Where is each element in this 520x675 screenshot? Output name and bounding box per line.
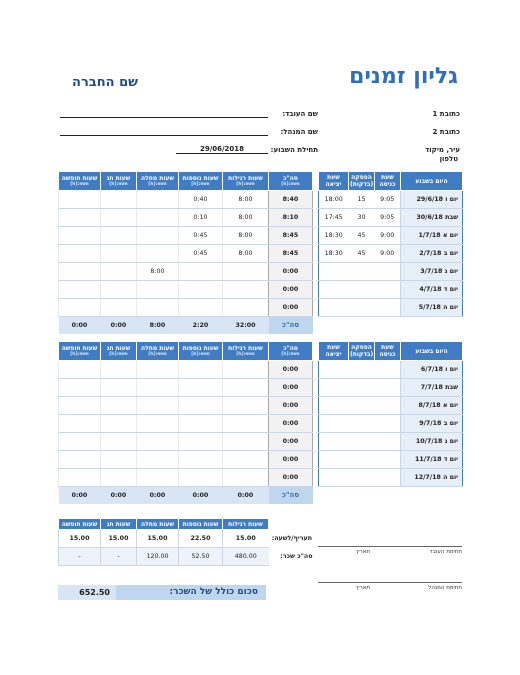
holiday-cell[interactable] <box>101 451 137 469</box>
period-label: תחילת השבוע: <box>270 146 318 154</box>
table-row <box>59 415 313 433</box>
in-cell[interactable] <box>375 281 401 299</box>
header-break: הפסקה (בדקות) <box>349 172 375 191</box>
sum-sick: 0:00 <box>137 487 179 504</box>
overtime-cell: 0:45 <box>179 245 223 263</box>
header-regular: שעות רגילות [h]:mm <box>223 172 269 191</box>
total-cell: 8:40 <box>269 191 313 209</box>
sick-cell[interactable] <box>137 245 179 263</box>
out-cell[interactable] <box>319 451 349 469</box>
period-field[interactable] <box>176 153 268 154</box>
regular-cell: 8:00 <box>223 245 269 263</box>
out-cell[interactable]: 17:45 <box>319 209 349 227</box>
break-cell[interactable] <box>349 397 375 415</box>
pay-regular: 480.00 <box>223 548 269 566</box>
sum-overtime: 0:00 <box>179 487 223 504</box>
in-cell[interactable] <box>375 263 401 281</box>
week1-days-table <box>318 171 463 317</box>
overtime-cell <box>179 361 223 379</box>
table-row <box>59 379 313 397</box>
header-day: היום בשבוע <box>401 172 463 191</box>
in-cell[interactable] <box>375 415 401 433</box>
in-cell[interactable]: 9:05 <box>375 191 401 209</box>
vacation-cell[interactable] <box>59 415 101 433</box>
in-cell[interactable]: 9:00 <box>375 227 401 245</box>
overtime-cell <box>179 415 223 433</box>
out-cell[interactable] <box>319 361 349 379</box>
table-row <box>319 263 463 281</box>
total-cell: 8:45 <box>269 245 313 263</box>
header-total: סה"כ [h]:mm <box>269 342 313 361</box>
regular-cell <box>223 415 269 433</box>
overtime-cell <box>179 299 223 317</box>
break-cell[interactable]: 30 <box>349 209 375 227</box>
total-cell: 0:00 <box>269 451 313 469</box>
pay-summary-table <box>58 518 315 566</box>
table-row <box>319 281 463 299</box>
break-cell[interactable] <box>349 469 375 487</box>
table-row <box>59 227 313 245</box>
regular-cell: 8:00 <box>223 209 269 227</box>
rate-sick[interactable]: 15.00 <box>137 530 179 548</box>
sick-cell[interactable] <box>137 299 179 317</box>
overtime-cell <box>179 433 223 451</box>
day-cell: יום א 8/7/18 <box>401 397 463 415</box>
break-cell[interactable] <box>349 379 375 397</box>
header-holiday: שעות חג <box>101 519 137 530</box>
table-row <box>59 433 313 451</box>
manager-date-label: תאריך <box>355 585 370 591</box>
header-holiday: שעות חג [h]:mm <box>101 342 137 361</box>
manager-label: שם המנהל: <box>280 128 318 136</box>
sick-cell[interactable] <box>137 397 179 415</box>
holiday-cell[interactable] <box>101 209 137 227</box>
pay-holiday: - <box>101 548 137 566</box>
manager-signature-line[interactable] <box>318 582 462 583</box>
table-row <box>59 451 313 469</box>
table-row <box>59 299 313 317</box>
overtime-cell <box>179 397 223 415</box>
header-in: שעת כניסה <box>375 342 401 361</box>
employee-label: שם העובד: <box>282 110 318 118</box>
regular-cell <box>223 397 269 415</box>
table-row <box>59 397 313 415</box>
page-title: גליון זמנים <box>349 64 458 89</box>
vacation-cell[interactable] <box>59 209 101 227</box>
vacation-cell[interactable] <box>59 469 101 487</box>
in-cell[interactable]: 9:00 <box>375 245 401 263</box>
day-cell: יום ג 3/7/18 <box>401 263 463 281</box>
out-cell[interactable]: 18:00 <box>319 191 349 209</box>
out-cell[interactable] <box>319 397 349 415</box>
regular-cell <box>223 299 269 317</box>
pay-overtime: 52.50 <box>179 548 223 566</box>
employee-field[interactable] <box>60 117 268 118</box>
regular-cell <box>223 281 269 299</box>
table-row <box>319 299 463 317</box>
regular-cell <box>223 361 269 379</box>
company-name: שם החברה <box>72 75 138 90</box>
rate-regular[interactable]: 15.00 <box>223 530 269 548</box>
period-value[interactable]: 29/06/2018 <box>199 145 245 153</box>
city-zip: עיר, מיקוד <box>425 146 460 154</box>
sick-cell[interactable] <box>137 415 179 433</box>
total-cell: 0:00 <box>269 263 313 281</box>
overtime-cell <box>179 451 223 469</box>
header-overtime: שעות נוספות [h]:mm <box>179 172 223 191</box>
vacation-cell[interactable] <box>59 433 101 451</box>
in-cell[interactable] <box>375 379 401 397</box>
total-cell: 0:00 <box>269 379 313 397</box>
week2-days-table <box>318 341 463 487</box>
regular-cell <box>223 263 269 281</box>
total-cell: 0:00 <box>269 433 313 451</box>
pay-vacation: - <box>59 548 101 566</box>
overtime-cell <box>179 469 223 487</box>
table-row <box>59 281 313 299</box>
day-cell: יום ד 11/7/18 <box>401 451 463 469</box>
header-vacation: שעות חופשה [h]:mm <box>59 172 101 191</box>
vacation-cell[interactable] <box>59 245 101 263</box>
sum-overtime: 2:20 <box>179 317 223 334</box>
header-regular: שעות רגילות [h]:mm <box>223 342 269 361</box>
vacation-cell[interactable] <box>59 281 101 299</box>
in-cell[interactable] <box>375 469 401 487</box>
out-cell[interactable] <box>319 299 349 317</box>
break-cell[interactable] <box>349 281 375 299</box>
out-cell[interactable] <box>319 379 349 397</box>
in-cell[interactable] <box>375 433 401 451</box>
day-cell: יום ו 29/6/18 <box>401 191 463 209</box>
vacation-cell[interactable] <box>59 451 101 469</box>
day-cell: יום ה 12/7/18 <box>401 469 463 487</box>
total-cell: 8:45 <box>269 227 313 245</box>
vacation-cell[interactable] <box>59 227 101 245</box>
table-row <box>319 191 463 209</box>
sum-regular: 0:00 <box>223 487 269 504</box>
header-sick: שעות מחלה [h]:mm <box>137 172 179 191</box>
total-cell: 0:00 <box>269 299 313 317</box>
grand-total-value: 652.50 <box>58 585 116 600</box>
break-cell[interactable] <box>349 263 375 281</box>
in-cell[interactable] <box>375 299 401 317</box>
header-overtime: שעות נוספות [h]:mm <box>179 342 223 361</box>
pay-label: סה"כ שכר: <box>280 553 313 560</box>
employee-signature-label: חתימת העובד <box>429 549 462 555</box>
table-row <box>319 209 463 227</box>
sick-cell[interactable] <box>137 469 179 487</box>
total-cell: 0:00 <box>269 281 313 299</box>
header-vacation: שעות חופשה [h]:mm <box>59 342 101 361</box>
rate-overtime[interactable]: 22.50 <box>179 530 223 548</box>
header-day: היום בשבוע <box>401 342 463 361</box>
holiday-cell[interactable] <box>101 299 137 317</box>
table-row <box>59 263 313 281</box>
sum-label: סה"כ <box>269 487 313 504</box>
overtime-cell <box>179 281 223 299</box>
day-cell: יום ו 6/7/18 <box>401 361 463 379</box>
employee-signature-line[interactable] <box>318 546 462 547</box>
holiday-cell[interactable] <box>101 415 137 433</box>
day-cell: יום ג 10/7/18 <box>401 433 463 451</box>
sick-cell[interactable]: 8:00 <box>137 263 179 281</box>
table-row <box>59 361 313 379</box>
break-cell[interactable] <box>349 299 375 317</box>
table-row <box>319 415 463 433</box>
header-total: סה"כ [h]:mm <box>269 172 313 191</box>
grand-total-label: סכום כולל של השכר: <box>116 585 266 600</box>
holiday-cell[interactable] <box>101 433 137 451</box>
rate-row <box>59 530 315 548</box>
rate-holiday[interactable]: 15.00 <box>101 530 137 548</box>
total-cell: 0:00 <box>269 361 313 379</box>
out-cell[interactable] <box>319 281 349 299</box>
header-sick: שעות מחלה <box>137 519 179 530</box>
out-cell[interactable] <box>319 263 349 281</box>
header-in: שעת כניסה <box>375 172 401 191</box>
vacation-cell[interactable] <box>59 299 101 317</box>
table-row <box>59 209 313 227</box>
table-row <box>319 451 463 469</box>
sum-holiday: 0:00 <box>101 317 137 334</box>
day-cell: שבת 30/6/18 <box>401 209 463 227</box>
regular-cell <box>223 379 269 397</box>
vacation-cell[interactable] <box>59 379 101 397</box>
header-break: הפסקה (בדקות) <box>349 342 375 361</box>
header-out: שעת יציאה <box>319 172 349 191</box>
table-row <box>319 469 463 487</box>
holiday-cell[interactable] <box>101 361 137 379</box>
break-cell[interactable]: 15 <box>349 191 375 209</box>
table-row <box>319 379 463 397</box>
holiday-cell[interactable] <box>101 191 137 209</box>
sum-holiday: 0:00 <box>101 487 137 504</box>
in-cell[interactable] <box>375 451 401 469</box>
holiday-cell[interactable] <box>101 469 137 487</box>
table-row <box>59 191 313 209</box>
in-cell[interactable] <box>375 361 401 379</box>
sum-label: סה"כ <box>269 317 313 334</box>
header-holiday: שעות חג [h]:mm <box>101 172 137 191</box>
holiday-cell[interactable] <box>101 227 137 245</box>
sick-cell[interactable] <box>137 227 179 245</box>
employee-date-label: תאריך <box>355 549 370 555</box>
in-cell[interactable] <box>375 397 401 415</box>
vacation-cell[interactable] <box>59 191 101 209</box>
table-row <box>59 469 313 487</box>
holiday-cell[interactable] <box>101 379 137 397</box>
week2-hours-table <box>58 341 313 504</box>
week2-sum-row <box>59 487 313 504</box>
regular-cell <box>223 469 269 487</box>
holiday-cell[interactable] <box>101 263 137 281</box>
day-cell: שבת 7/7/18 <box>401 379 463 397</box>
vacation-cell[interactable] <box>59 263 101 281</box>
regular-cell <box>223 433 269 451</box>
phone: טלפון <box>439 155 458 163</box>
address-2: כתובת 2 <box>432 128 460 136</box>
out-cell[interactable] <box>319 433 349 451</box>
header-overtime: שעות נוספות <box>179 519 223 530</box>
week1-hours-table <box>58 171 313 334</box>
break-cell[interactable] <box>349 451 375 469</box>
header-vacation: שעות חופשה <box>59 519 101 530</box>
regular-cell: 8:00 <box>223 227 269 245</box>
vacation-cell[interactable] <box>59 361 101 379</box>
header-sick: שעות מחלה [h]:mm <box>137 342 179 361</box>
total-cell: 8:10 <box>269 209 313 227</box>
sick-cell[interactable] <box>137 433 179 451</box>
sum-regular: 32:00 <box>223 317 269 334</box>
sick-cell[interactable] <box>137 281 179 299</box>
sum-vacation: 0:00 <box>59 487 101 504</box>
address-1: כתובת 1 <box>432 110 460 118</box>
break-cell[interactable]: 45 <box>349 245 375 263</box>
out-cell[interactable] <box>319 415 349 433</box>
break-cell[interactable] <box>349 433 375 451</box>
overtime-cell <box>179 263 223 281</box>
week1-sum-row <box>59 317 313 334</box>
manager-field[interactable] <box>60 135 268 136</box>
table-row <box>319 397 463 415</box>
holiday-cell[interactable] <box>101 397 137 415</box>
overtime-cell: 0:40 <box>179 191 223 209</box>
in-cell[interactable]: 9:05 <box>375 209 401 227</box>
table-row <box>59 245 313 263</box>
day-cell: יום ב 9/7/18 <box>401 415 463 433</box>
day-cell: יום ב 2/7/18 <box>401 245 463 263</box>
out-cell[interactable] <box>319 469 349 487</box>
regular-cell <box>223 451 269 469</box>
sick-cell[interactable] <box>137 209 179 227</box>
day-cell: יום ד 4/7/18 <box>401 281 463 299</box>
rate-vacation[interactable]: 15.00 <box>59 530 101 548</box>
holiday-cell[interactable] <box>101 281 137 299</box>
table-row <box>319 433 463 451</box>
sick-cell[interactable] <box>137 191 179 209</box>
rate-label: תעריף/לשעה: <box>271 535 312 542</box>
pay-row <box>59 548 315 566</box>
overtime-cell: 0:45 <box>179 227 223 245</box>
table-row <box>319 245 463 263</box>
sick-cell[interactable] <box>137 361 179 379</box>
sum-vacation: 0:00 <box>59 317 101 334</box>
out-cell[interactable]: 18:30 <box>319 245 349 263</box>
manager-signature-label: חתימת המנהל <box>428 585 462 591</box>
break-cell[interactable]: 45 <box>349 227 375 245</box>
day-cell: יום ה 5/7/18 <box>401 299 463 317</box>
vacation-cell[interactable] <box>59 397 101 415</box>
holiday-cell[interactable] <box>101 245 137 263</box>
overtime-cell: 0:10 <box>179 209 223 227</box>
summary-header-spacer <box>269 519 315 530</box>
pay-sick: 120.00 <box>137 548 179 566</box>
table-row <box>319 227 463 245</box>
total-cell: 0:00 <box>269 469 313 487</box>
sum-sick: 8:00 <box>137 317 179 334</box>
header-out: שעת יציאה <box>319 342 349 361</box>
overtime-cell <box>179 379 223 397</box>
sick-cell[interactable] <box>137 379 179 397</box>
day-cell: יום א 1/7/18 <box>401 227 463 245</box>
total-cell: 0:00 <box>269 397 313 415</box>
table-row <box>319 361 463 379</box>
header-regular: שעות רגילות <box>223 519 269 530</box>
total-cell: 0:00 <box>269 415 313 433</box>
break-cell[interactable] <box>349 361 375 379</box>
out-cell[interactable]: 18:30 <box>319 227 349 245</box>
regular-cell: 8:00 <box>223 191 269 209</box>
break-cell[interactable] <box>349 415 375 433</box>
sick-cell[interactable] <box>137 451 179 469</box>
